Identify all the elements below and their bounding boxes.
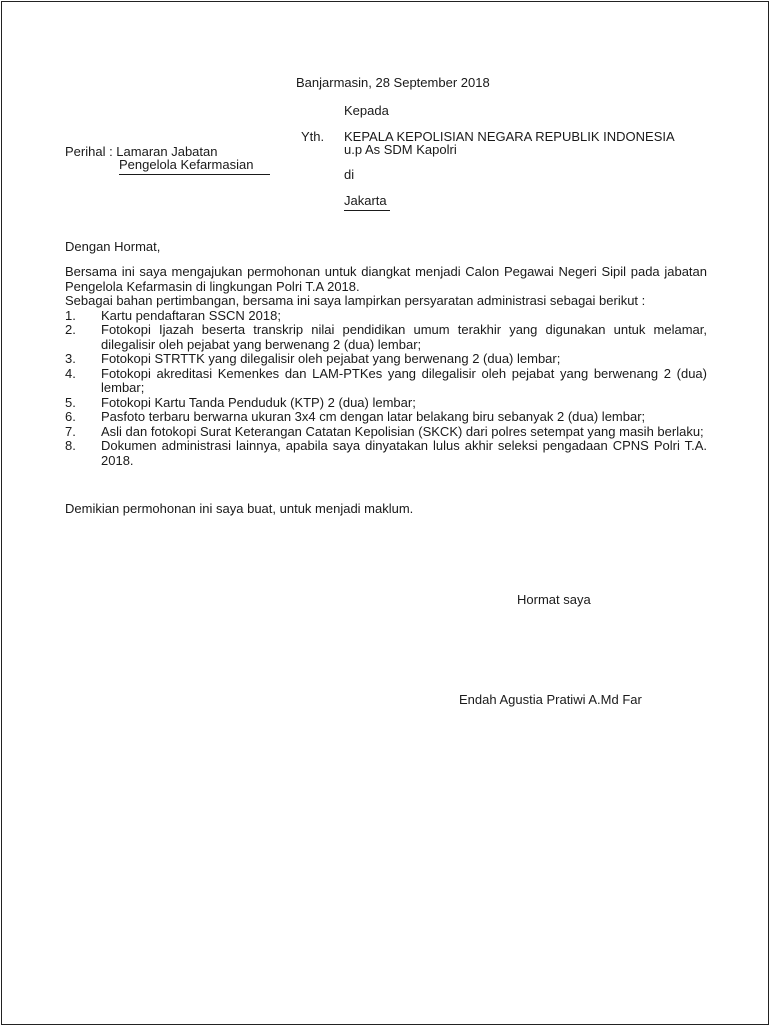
list-item-text: Fotokopi Kartu Tanda Penduduk (KTP) 2 (dua) lembar;: [101, 394, 416, 410]
salutation: Dengan Hormat,: [65, 239, 161, 254]
kepada-label: Kepada: [344, 103, 389, 118]
list-item: [65, 323, 707, 352]
list-item-text: Pasfoto terbaru berwarna ukuran 3x4 cm dengan latar belakang biru sebanyak 2 (dua) lembar;: [101, 409, 646, 424]
yth-label: Yth.: [301, 129, 325, 144]
list-item-number: 8.: [65, 438, 76, 453]
perihal-subject: Pengelola Kefarmasian: [119, 157, 270, 175]
list-item-text: Kartu pendaftaran SSCN 2018;: [101, 307, 281, 323]
list-item-text: Fotokopi akreditasi Kemenkes dan LAM-PTKes yang dilegalisir oleh pejabat yang berwenang 2 (dua) lembar;: [101, 365, 707, 395]
closing-statement: Demikian permohonan ini saya buat, untuk menjadi maklum.: [65, 501, 414, 516]
list-item: [65, 396, 707, 411]
list-item-number: 6.: [65, 409, 76, 424]
requirements-list: [65, 309, 707, 469]
list-item-text: Fotokopi STRTTK yang dilegalisir oleh pejabat yang berwenang 2 (dua) lembar;: [101, 351, 561, 366]
paragraph-intro: Bersama ini saya mengajukan permohonan untuk diangkat menjadi Calon Pegawai Negeri Sipil pada jabatan Pengelola Kefarmasin di lingkungan Polri T.A 2018.: [65, 264, 707, 294]
list-item-number: 4.: [65, 365, 76, 381]
letter-body: [65, 265, 707, 468]
list-item-number: 3.: [65, 351, 76, 366]
list-item-text: Asli dan fotokopi Surat Keterangan Catatan Kepolisian (SKCK) dari polres setempat yang masih berlaku;: [101, 423, 704, 439]
place-date: Banjarmasin, 28 September 2018: [296, 75, 490, 90]
regards: Hormat saya: [517, 592, 591, 607]
di-label: di: [344, 167, 355, 182]
list-item: [65, 425, 707, 440]
paragraph-requirements: Sebagai bahan pertimbangan, bersama ini saya lampirkan persyaratan administrasi sebagai berikut :: [65, 293, 646, 308]
recipient-line1: KEPALA KEPOLISIAN NEGARA REPUBLIK INDONESIA: [344, 129, 675, 144]
list-item-number: 2.: [65, 322, 76, 337]
list-item-number: 5.: [65, 394, 76, 410]
list-item: [65, 410, 707, 425]
letter-page: [1, 1, 769, 1025]
list-item: [65, 309, 707, 324]
city-label: Jakarta: [344, 193, 390, 211]
list-item-number: 7.: [65, 423, 76, 439]
list-item-text: Dokumen administrasi lainnya, apabila saya dinyatakan lulus akhir seleksi pengadaan CPNS Polri T.A. 2018.: [101, 438, 707, 468]
perihal-label: Perihal : Lamaran Jabatan: [65, 144, 218, 159]
recipient-line2: u.p As SDM Kapolri: [344, 142, 457, 157]
list-item: [65, 367, 707, 396]
list-item: [65, 352, 707, 367]
list-item-number: 1.: [65, 307, 76, 323]
list-item-text: Fotokopi Ijazah beserta transkrip nilai pendidikan umum terakhir yang digunakan untuk melamar, dilegalisir oleh pejabat yang berwenang 2 (dua) lembar;: [101, 322, 707, 352]
signer-name: Endah Agustia Pratiwi A.Md Far: [459, 692, 642, 707]
list-item: [65, 439, 707, 468]
